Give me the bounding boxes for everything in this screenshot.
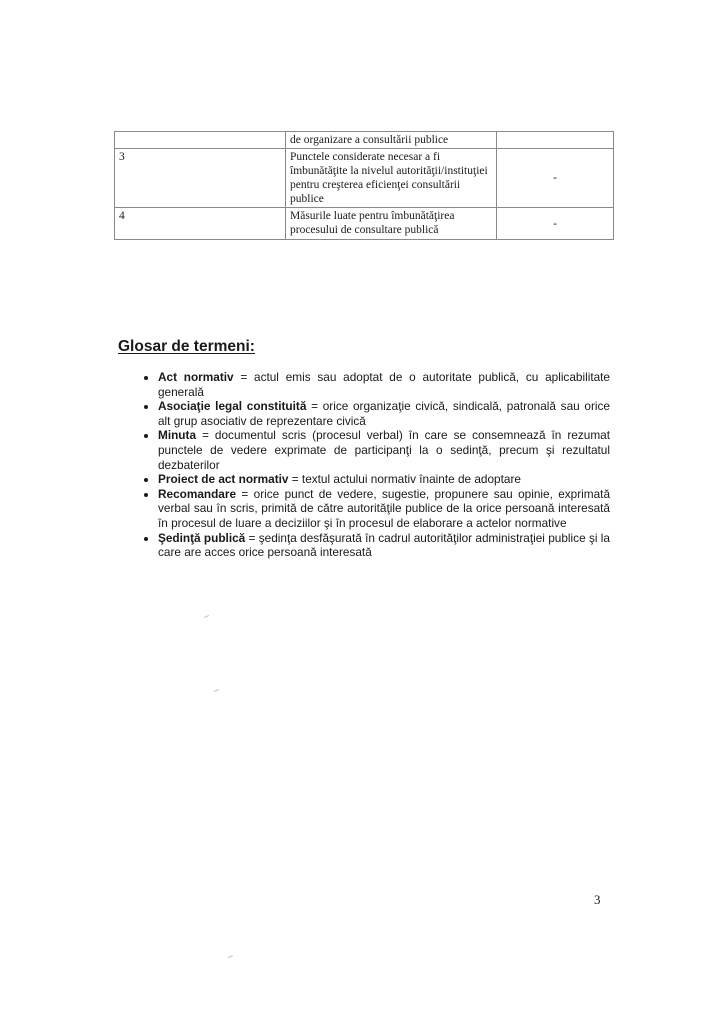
glossary-term: Proiect de act normativ: [158, 472, 289, 487]
glossary-term: Act normativ: [158, 370, 234, 384]
glossary-item: [158, 487, 610, 531]
glossary-definition: = textul actului normativ înainte de adoptare: [288, 472, 521, 487]
glossary-item: [158, 399, 610, 428]
glossary-definition: = documentul scris (procesul verbal) în care se consemnează în rezumat punctele de vedere exprimate de participanţi la o sedinţă, precum şi rezultatul dezbaterilor: [158, 428, 610, 472]
scan-speck: [228, 955, 233, 958]
glossary-item: [158, 370, 610, 399]
glossary-definition: = actul emis sau adoptat de o autoritate publică, cu aplicabilitate generală: [158, 370, 610, 399]
glossary-title: Glosar de termeni:: [118, 338, 255, 355]
glossary-term: Minuta: [158, 428, 197, 443]
scan-speck: [214, 689, 219, 692]
table-row: [115, 132, 614, 149]
row-value-cell: -: [497, 208, 614, 240]
consultation-report-table: [114, 131, 614, 240]
glossary-definition: = şedinţa desfăşurată în cadrul autorităţilor administraţiei publice şi la care are acces orice persoană interesată: [158, 530, 610, 560]
table-row: [115, 208, 614, 240]
glossary-item: [158, 472, 610, 487]
row-value-cell: [497, 132, 614, 149]
glossary-term: Recomandare: [158, 486, 237, 501]
row-description-cell: de organizare a consultării publice: [286, 132, 497, 149]
page-number: 3: [594, 892, 601, 907]
glossary-definition: = orice punct de vedere, sugestie, propunere sau opinie, exprimată verbal sau în scris, primită de către autorităţile publice de la orice persoană interesată în procesul de luare a deciziilor şi în procesul de elaborare a actelor normative: [158, 486, 610, 530]
glossary-item: [158, 531, 610, 560]
row-value-cell: -: [497, 149, 614, 208]
scan-speck: [204, 615, 209, 618]
row-number-cell: 4: [115, 208, 286, 240]
glossary-definition: = orice organizaţie civică, sindicală, patronală sau orice alt grup asociativ de reprezentare civică: [158, 399, 610, 428]
row-description-cell: Măsurile luate pentru îmbunătăţirea procesului de consultare publică: [286, 208, 497, 240]
row-number-cell: 3: [115, 149, 286, 208]
glossary-item: [158, 428, 610, 472]
row-number-cell: [115, 132, 286, 149]
row-description-cell: Punctele considerate necesar a fi îmbunătăţite la nivelul autorităţii/instituţiei pentru creşterea eficienţei consultării publice: [286, 149, 497, 208]
table-row: [115, 149, 614, 208]
glossary-list: [118, 370, 610, 560]
glossary-term: Asociaţie legal constituită: [158, 399, 307, 414]
glossary-term: Şedinţă publică: [158, 530, 246, 545]
